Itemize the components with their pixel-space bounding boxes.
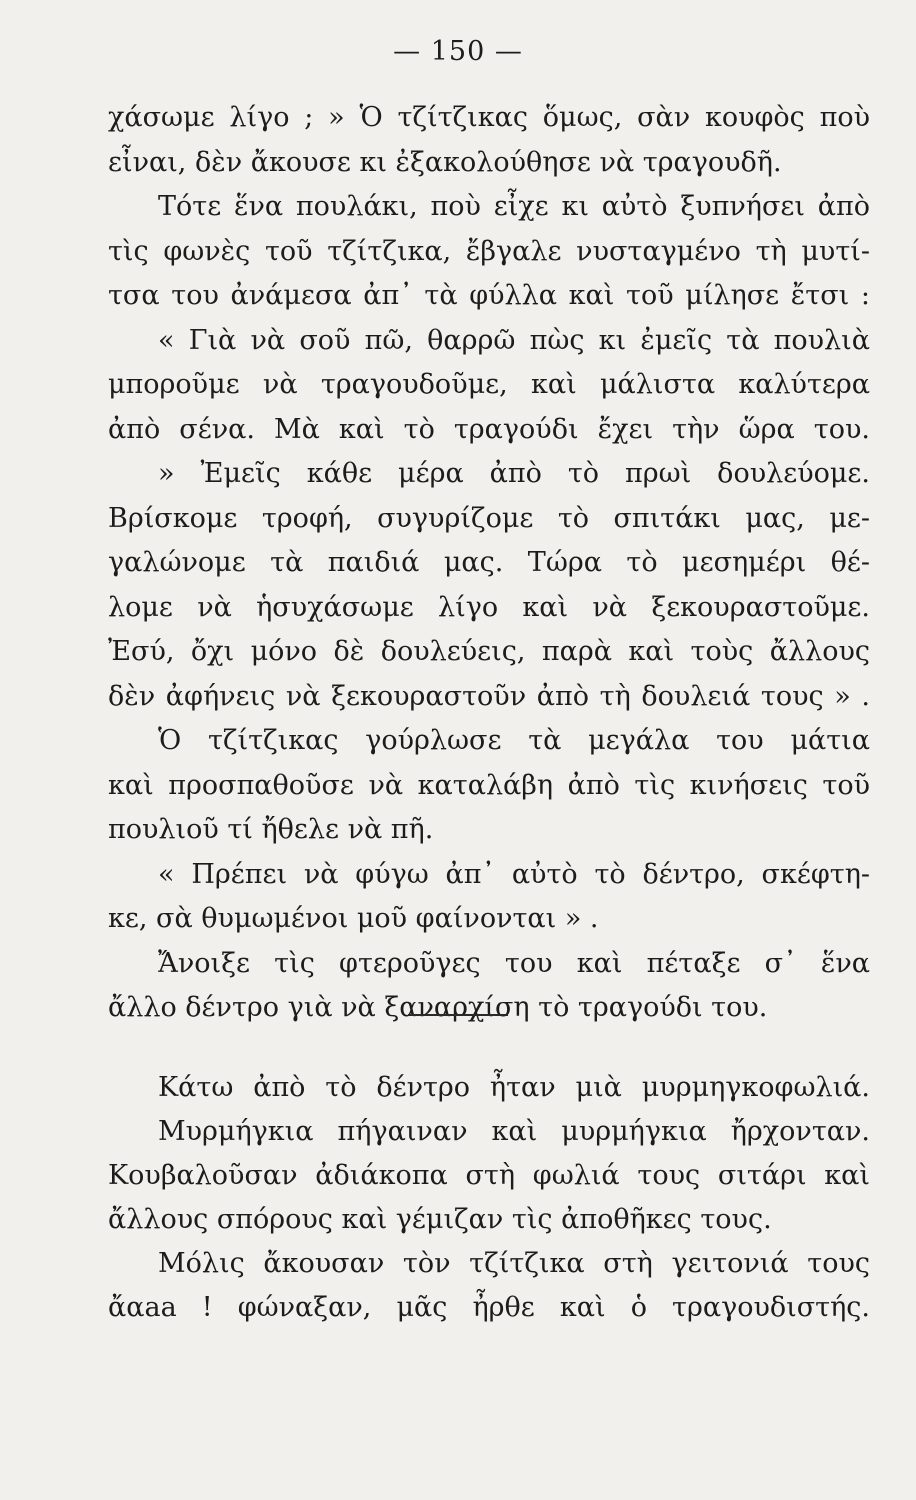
text-line: Κάτω ἀπὸ τὸ δέντρο ἦταν μιὰ μυρμηγκοφωλιά.	[158, 1072, 870, 1103]
text-line: τσα του ἀνάμεσα ἀπ᾿ τὰ φύλλα καὶ τοῦ μίλησε ἔτσι :	[108, 280, 870, 311]
text-line: Ὁ τζίτζικας γούρλωσε τὰ μεγάλα του μάτια	[158, 725, 870, 756]
text-line: τὶς φωνὲς τοῦ τζίτζικα, ἔβγαλε νυσταγμένο τὴ μυτί-	[108, 235, 870, 267]
text-line: « Γιὰ νὰ σοῦ πῶ, θαρρῶ πὼς κι ἐμεῖς τὰ πουλιὰ	[158, 324, 870, 356]
text-line: ἄλλο δέντρο γιὰ νὰ ξαναρχίση τὸ τραγούδι του.	[108, 992, 768, 1023]
text-line: μποροῦμε νὰ τραγουδοῦμε, καὶ μάλιστα καλύτερα	[108, 369, 870, 400]
text-section-1	[108, 96, 870, 1031]
text-line: Ἄνοιξε τὶς φτεροῦγες του καὶ πέταξε σ᾿ ἕνα	[158, 947, 870, 979]
text-line: εἶναι, δὲν ἄκουσε κι ἐξακολούθησε νὰ τραγουδῆ.	[108, 146, 782, 178]
text-line: λομε νὰ ἡσυχάσωμε λίγο καὶ νὰ ξεκουραστοῦμε.	[108, 591, 870, 623]
text-line: ἄλλους σπόρους καὶ γέμιζαν τὶς ἀποθῆκες τους.	[108, 1204, 772, 1235]
text-line: χάσωμε λίγο ; » Ὁ τζίτζικας ὅμως, σὰν κουφὸς ποὺ	[108, 102, 870, 133]
text-line: δὲν ἀφήνεις νὰ ξεκουραστοῦν ἀπὸ τὴ δουλειά τους » .	[108, 680, 870, 712]
text-line: Βρίσκομε τροφή, συγυρίζομε τὸ σπιτάκι μας, με-	[108, 502, 870, 534]
page-number: — 150 —	[393, 36, 523, 67]
text-line: » Ἐμεῖς κάθε μέρα ἀπὸ τὸ πρωὶ δουλεύομε.	[158, 458, 870, 489]
text-line: ἄαaa ! φώναξαν, μᾶς ἦρθε καὶ ὁ τραγουδιστής.	[108, 1292, 870, 1323]
text-line: Μόλις ἄκουσαν τὸν τζίτζικα στὴ γειτονιά τους	[158, 1248, 870, 1279]
text-section-2	[108, 1066, 870, 1330]
text-line: κε, σὰ θυμωμένοι μοῦ φαίνονται » .	[108, 903, 599, 934]
text-line: Μυρμήγκια πήγαιναν καὶ μυρμήγκια ἤρχονταν.	[158, 1116, 870, 1147]
text-line: καὶ προσπαθοῦσε νὰ καταλάβη ἀπὸ τὶς κινήσεις τοῦ	[108, 769, 870, 801]
section-divider	[408, 1014, 508, 1016]
text-line: Ἐσύ, ὄχι μόνο δὲ δουλεύεις, παρὰ καὶ τοὺς ἄλλους	[108, 636, 870, 667]
text-line: ἀπὸ σένα. Μὰ καὶ τὸ τραγούδι ἔχει τὴν ὥρα του.	[108, 413, 870, 445]
text-line: γαλώνομε τὰ παιδιά μας. Τώρα τὸ μεσημέρι θέ-	[108, 547, 870, 578]
text-line: Κουβαλοῦσαν ἀδιάκοπα στὴ φωλιά τους σιτάρι καὶ	[108, 1160, 870, 1191]
text-line: Τότε ἕνα πουλάκι, ποὺ εἶχε κι αὐτὸ ξυπνήσει ἀπὸ	[158, 191, 870, 222]
text-line: πουλιοῦ τί ἤθελε νὰ πῆ.	[108, 814, 434, 845]
text-line: « Πρέπει νὰ φύγω ἀπ᾿ αὐτὸ τὸ δέντρο, σκέφτη-	[158, 858, 870, 890]
